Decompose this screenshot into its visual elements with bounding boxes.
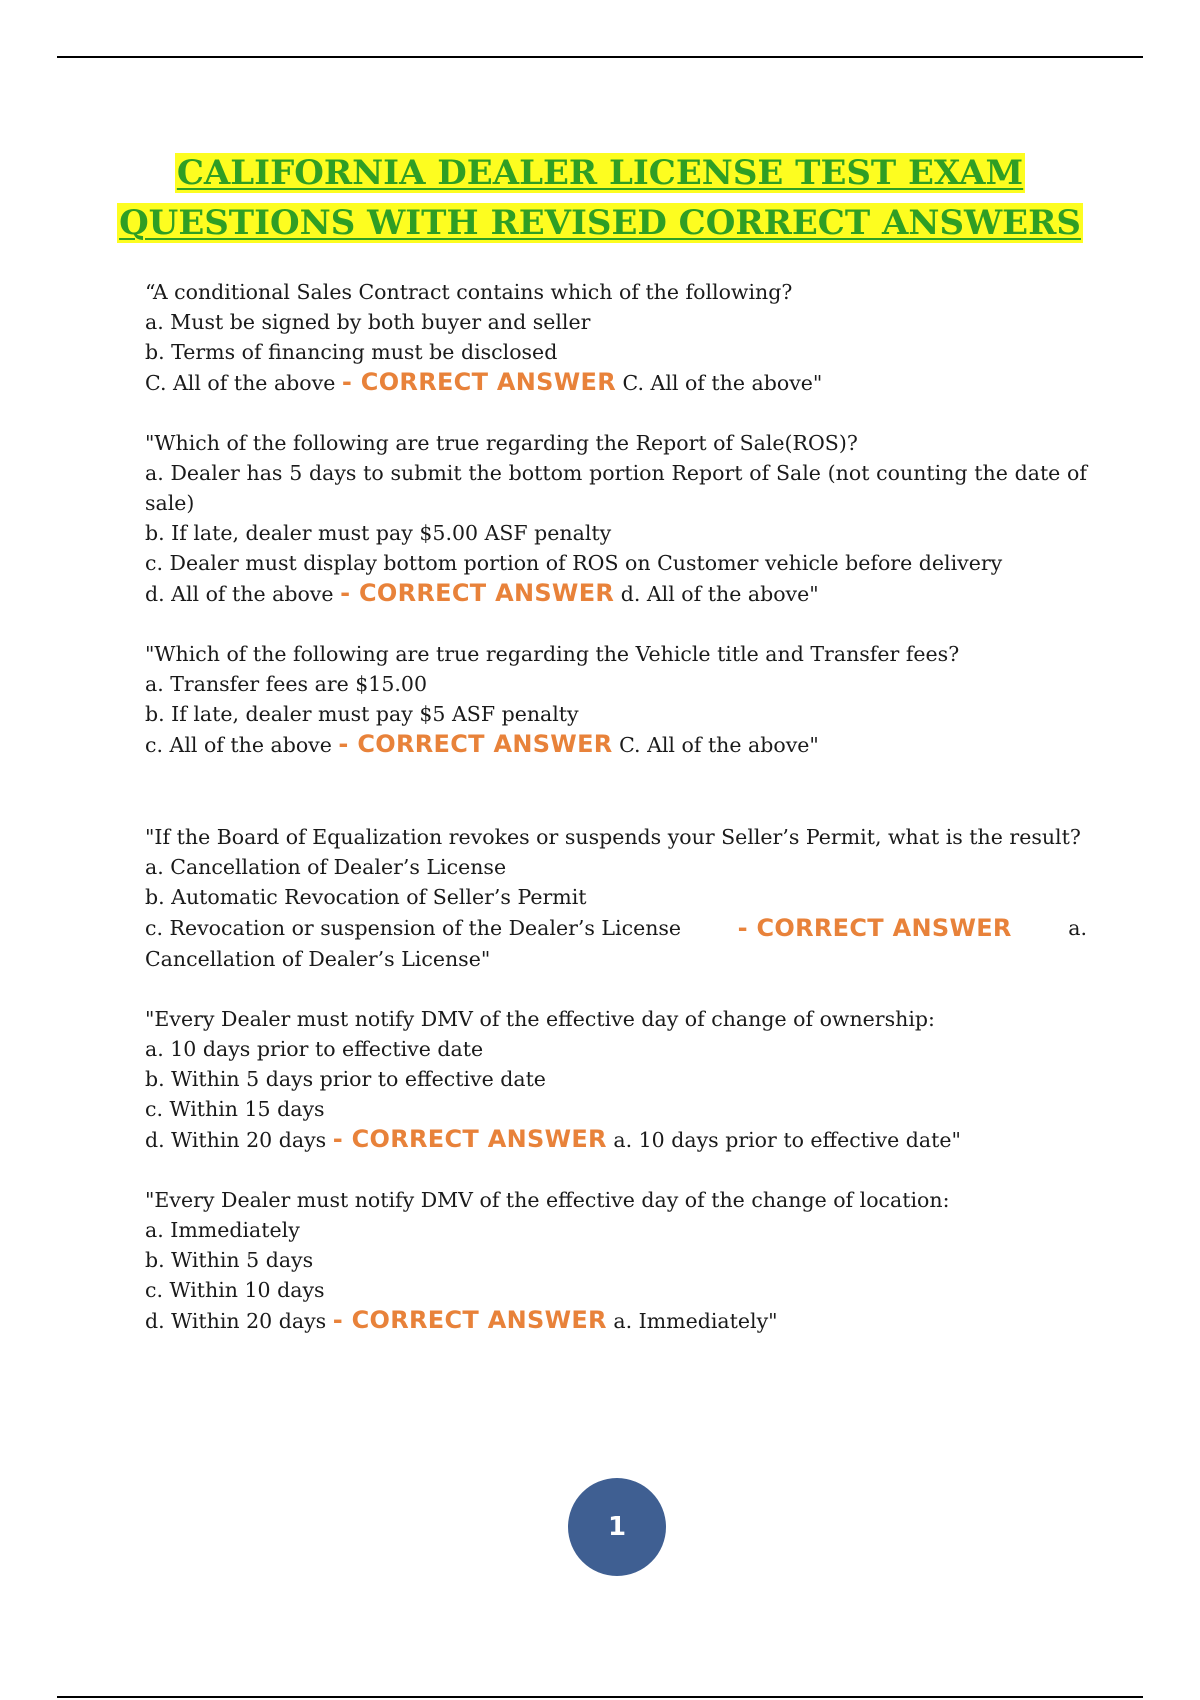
- option: c. Dealer must display bottom portion of ROS on Customer vehicle before delivery: [145, 551, 1003, 575]
- correct-answer-label: - CORRECT ANSWER: [338, 730, 613, 758]
- option: b. Within 5 days prior to effective date: [145, 1067, 546, 1091]
- title-line-1: CALIFORNIA DEALER LICENSE TEST EXAM: [176, 153, 1024, 193]
- document-title: [0, 148, 1200, 248]
- option: c. Revocation or suspension of the Dealer’s License: [145, 916, 682, 940]
- option: b. If late, dealer must pay $5.00 ASF penalty: [145, 521, 612, 545]
- option: a. Must be signed by both buyer and seller: [145, 310, 591, 334]
- question-2: [145, 428, 1087, 609]
- question-prompt: "Which of the following are true regarding the Report of Sale(ROS)?: [145, 431, 858, 455]
- option-with-answer: [145, 729, 1087, 760]
- top-rule: [57, 56, 1143, 58]
- option: b. If late, dealer must pay $5 ASF penalty: [145, 702, 579, 726]
- correct-answer-label: - CORRECT ANSWER: [340, 579, 615, 607]
- question-3: [145, 639, 1087, 760]
- option: b. Automatic Revocation of Seller’s Permit: [145, 885, 587, 909]
- option: C. All of the above: [145, 371, 336, 395]
- option-with-answer: [145, 1124, 1087, 1155]
- answer-text: C. All of the above": [622, 371, 823, 395]
- option: c. Within 15 days: [145, 1097, 325, 1121]
- question-4: [145, 822, 1087, 974]
- answer-text: d. All of the above": [620, 582, 819, 606]
- correct-answer-label: - CORRECT ANSWER: [737, 914, 1012, 942]
- option: c. Within 10 days: [145, 1278, 325, 1302]
- question-prompt: "If the Board of Equalization revokes or suspends your Seller’s Permit, what is the result?: [145, 825, 1081, 849]
- option: d. All of the above: [145, 582, 334, 606]
- answer-text-continued: Cancellation of Dealer’s License": [145, 947, 491, 971]
- answer-text-start: a.: [1068, 916, 1087, 940]
- question-prompt: “A conditional Sales Contract contains which of the following?: [145, 280, 793, 304]
- option: a. Dealer has 5 days to submit the bottom portion Report of Sale (not counting the date of sale): [145, 461, 1087, 515]
- option-with-answer: [145, 1305, 1087, 1336]
- option-with-answer: [145, 578, 1087, 609]
- correct-answer-label: - CORRECT ANSWER: [332, 1125, 607, 1153]
- title-line-2: QUESTIONS WITH REVISED CORRECT ANSWERS: [119, 203, 1081, 243]
- question-6: [145, 1185, 1087, 1336]
- option: d. Within 20 days: [145, 1128, 327, 1152]
- option: b. Terms of financing must be disclosed: [145, 340, 558, 364]
- option: a. Transfer fees are $15.00: [145, 672, 427, 696]
- correct-answer-label: - CORRECT ANSWER: [341, 368, 617, 396]
- page-number-badge: 1: [568, 1478, 666, 1576]
- option: a. Cancellation of Dealer’s License: [145, 855, 507, 879]
- answer-text: a. Immediately": [613, 1309, 778, 1333]
- question-prompt: "Every Dealer must notify DMV of the effective day of change of ownership:: [145, 1007, 935, 1031]
- question-5: [145, 1004, 1087, 1155]
- option-with-answer: [145, 367, 1087, 398]
- correct-answer-label: - CORRECT ANSWER: [332, 1306, 607, 1334]
- answer-text: a. 10 days prior to effective date": [613, 1128, 961, 1152]
- option: b. Within 5 days: [145, 1248, 314, 1272]
- answer-text: C. All of the above": [619, 733, 819, 757]
- option: c. All of the above: [145, 733, 332, 757]
- question-prompt: "Which of the following are true regarding the Vehicle title and Transfer fees?: [145, 642, 960, 666]
- option-with-answer: [145, 912, 1087, 944]
- option: d. Within 20 days: [145, 1309, 327, 1333]
- option: a. Immediately: [145, 1218, 300, 1242]
- option: a. 10 days prior to effective date: [145, 1037, 484, 1061]
- question-prompt: "Every Dealer must notify DMV of the effective day of the change of location:: [145, 1188, 950, 1212]
- questions-list: [145, 277, 1087, 1336]
- bottom-rule: [57, 1696, 1143, 1698]
- question-1: [145, 277, 1087, 398]
